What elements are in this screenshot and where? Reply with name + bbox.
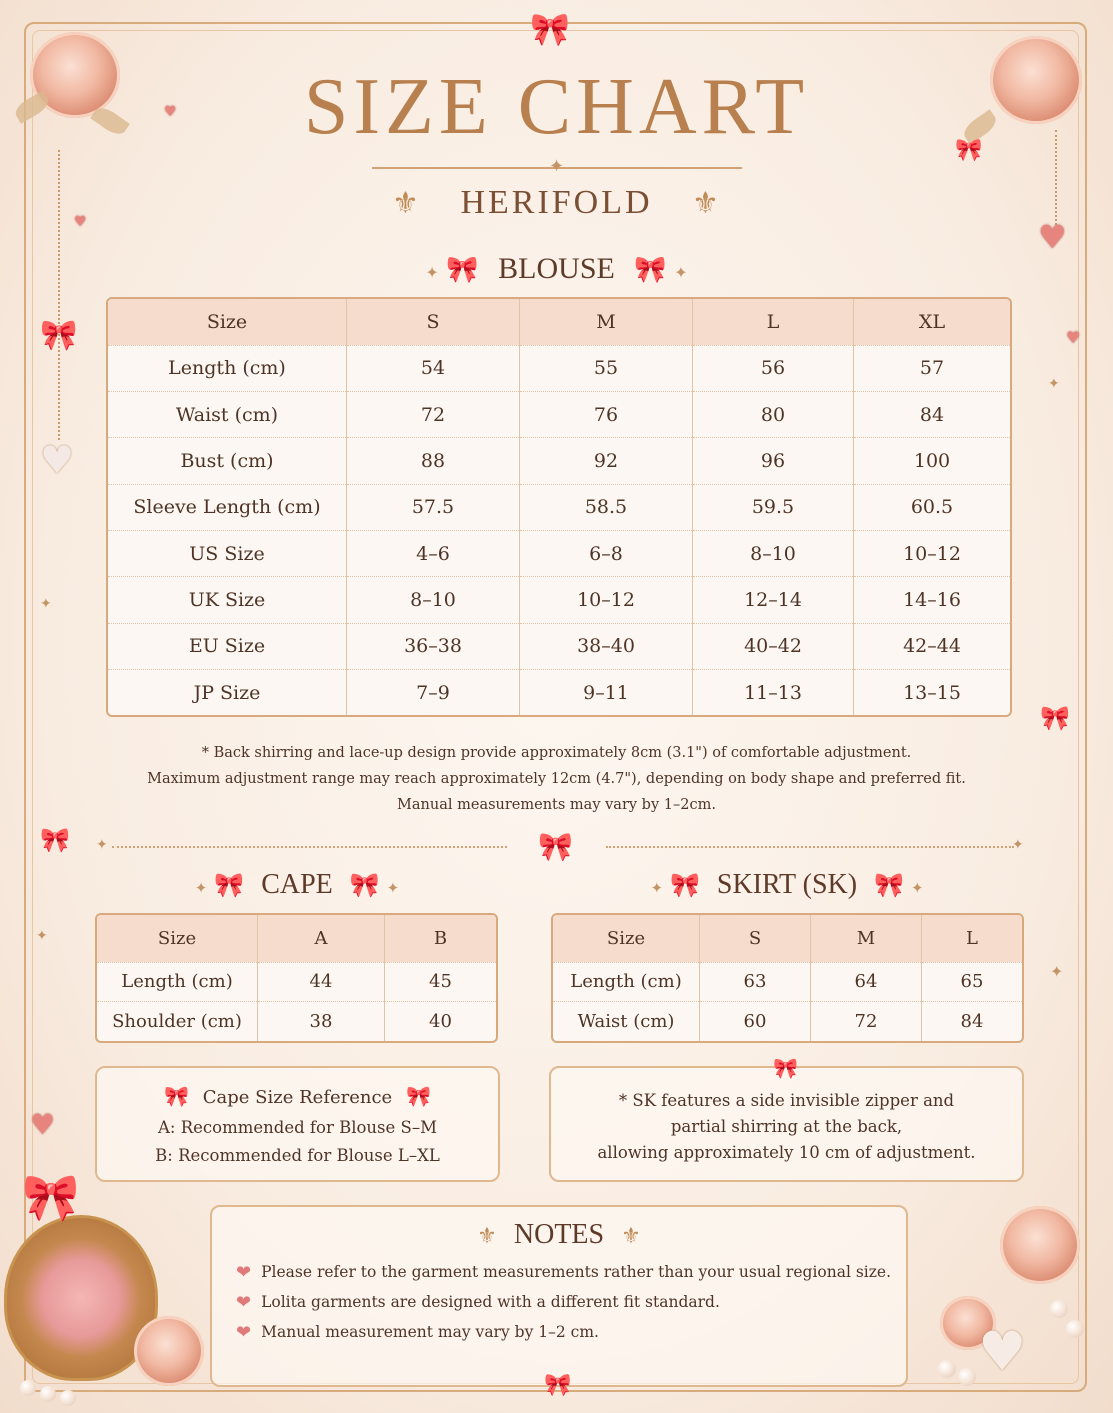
bow-icon: 🎀 xyxy=(40,318,78,353)
row-label: US Size xyxy=(108,530,347,576)
row-label: Length (cm) xyxy=(108,345,347,391)
note-line: Manual measurements may vary by 1–2cm. xyxy=(397,797,716,813)
table-row xyxy=(108,670,1010,715)
table-cell: 84 xyxy=(919,403,945,426)
pearl-decoration xyxy=(958,1368,976,1386)
notes-heading-label: NOTES xyxy=(513,1219,605,1250)
pearl-decoration xyxy=(60,1390,76,1406)
heart-pendant-icon: ♥ xyxy=(1038,218,1067,256)
table-cell: 11–13 xyxy=(693,670,854,715)
table-row xyxy=(97,1002,496,1041)
table-cell: 57 xyxy=(919,357,945,380)
heart-charm-icon: ♥ xyxy=(164,104,177,120)
row-label: Waist (cm) xyxy=(553,1002,700,1041)
row-label: JP Size xyxy=(108,670,347,715)
skirt-note-line: partial shirring at the back, xyxy=(670,1117,903,1136)
table-cell: 40–42 xyxy=(693,623,854,669)
table-cell: 14–16 xyxy=(903,588,961,611)
table-cell: 12–14 xyxy=(693,577,854,623)
sparkle-icon: ✦ xyxy=(674,265,688,282)
bow-icon: 🎀 xyxy=(405,1084,431,1108)
row-label: Length (cm) xyxy=(553,962,700,1002)
pearl-decoration xyxy=(1050,1300,1068,1318)
bow-icon: 🎀 xyxy=(40,826,70,854)
column-header: M xyxy=(520,299,693,345)
sparkle-icon: ✦ xyxy=(96,837,108,853)
table-cell: 8–10 xyxy=(347,577,520,623)
list-item xyxy=(236,1257,906,1287)
table-cell: 96 xyxy=(693,438,854,484)
table-cell: 58.5 xyxy=(520,484,693,530)
section-divider xyxy=(112,846,507,849)
blouse-notes xyxy=(60,740,1053,818)
table-header-row xyxy=(108,299,1010,345)
column-header: B xyxy=(385,915,497,962)
notes-list xyxy=(236,1257,906,1347)
rose-icon xyxy=(1000,1206,1080,1284)
column-header: Size xyxy=(553,915,700,962)
table-cell: 6–8 xyxy=(520,530,693,576)
table-cell: 38–40 xyxy=(520,623,693,669)
note-line: * Back shirring and lace-up design provide approximately 8cm (3.1") of comfortable adjustment. xyxy=(201,745,912,761)
cape-heading-label: CAPE xyxy=(261,869,333,900)
notes-heading xyxy=(212,1219,906,1251)
table-cell: 63 xyxy=(700,962,811,1002)
column-header: S xyxy=(700,915,811,962)
bow-icon: 🎀 xyxy=(634,255,667,284)
sparkle-icon: ✦ xyxy=(650,881,664,897)
pearl-decoration xyxy=(20,1380,36,1396)
sparkle-icon: ✦ xyxy=(386,881,400,897)
table-cell: 65 xyxy=(960,971,984,993)
table-cell: 45 xyxy=(429,971,452,993)
table-header-row xyxy=(97,915,496,962)
column-header: A xyxy=(258,915,385,962)
column-header: Size xyxy=(97,915,258,962)
note-text: Lolita garments are designed with a different fit standard. xyxy=(261,1293,720,1311)
heart-bullet-icon: ❤ xyxy=(236,1261,252,1283)
heart-bullet-icon: ❤ xyxy=(236,1321,252,1343)
bow-icon: 🎀 xyxy=(214,873,245,899)
column-header: L xyxy=(922,915,1023,962)
skirt-note-line: allowing approximately 10 cm of adjustment. xyxy=(597,1143,976,1162)
fleur-de-lis-icon: ⚜ xyxy=(477,1223,497,1248)
table-cell: 88 xyxy=(347,438,520,484)
sparkle-icon: ✦ xyxy=(425,265,439,282)
cape-reference-title-label: Cape Size Reference xyxy=(202,1087,393,1108)
table-cell: 80 xyxy=(693,391,854,437)
note-text: Manual measurement may vary by 1–2 cm. xyxy=(261,1323,599,1341)
table-cell: 60.5 xyxy=(910,496,954,519)
table-row xyxy=(108,623,1010,669)
sparkle-icon: ✦ xyxy=(910,881,924,897)
column-header: M xyxy=(811,915,922,962)
table-row xyxy=(108,484,1010,530)
table-cell: 56 xyxy=(693,345,854,391)
bow-icon: 🎀 xyxy=(446,255,479,284)
sparkle-icon: ✦ xyxy=(1050,962,1064,981)
skirt-note-box xyxy=(549,1056,1024,1182)
column-header: S xyxy=(347,299,520,345)
table-cell: 92 xyxy=(520,438,693,484)
sparkle-icon: ✦ xyxy=(549,156,565,177)
column-header: L xyxy=(693,299,854,345)
table-cell: 57.5 xyxy=(347,484,520,530)
table-cell: 7–9 xyxy=(347,670,520,715)
cape-reference-line: A: Recommended for Blouse S–M xyxy=(158,1118,437,1137)
bow-icon: 🎀 xyxy=(530,10,570,48)
cape-reference-box xyxy=(95,1066,500,1182)
heart-charm-icon: ♥ xyxy=(30,1108,56,1141)
table-cell: 40 xyxy=(429,1011,452,1033)
table-cell: 44 xyxy=(258,962,385,1002)
table-row xyxy=(108,391,1010,437)
heart-pendant-icon: ♥ xyxy=(978,1320,1027,1383)
row-label: Bust (cm) xyxy=(108,438,347,484)
skirt-heading-label: SKIRT (SK) xyxy=(716,869,858,900)
sparkle-icon: ✦ xyxy=(194,881,208,897)
table-cell: 55 xyxy=(520,345,693,391)
table-cell: 10–12 xyxy=(520,577,693,623)
column-header: Size xyxy=(108,299,347,345)
bow-icon: 🎀 xyxy=(349,873,380,899)
row-label: Waist (cm) xyxy=(108,391,347,437)
table-cell: 60 xyxy=(700,1002,811,1041)
table-cell: 10–12 xyxy=(903,542,961,565)
table-header-row xyxy=(553,915,1022,962)
table-cell: 8–10 xyxy=(693,530,854,576)
blouse-heading xyxy=(0,252,1113,286)
bow-icon: 🎀 xyxy=(538,830,573,863)
sparkle-icon: ✦ xyxy=(36,928,48,944)
pearl-decoration xyxy=(40,1386,56,1402)
table-cell: 84 xyxy=(960,1011,984,1033)
section-divider xyxy=(606,846,1014,849)
column-header: XL xyxy=(854,299,1011,345)
row-label: Length (cm) xyxy=(97,962,258,1002)
blouse-heading-label: BLOUSE xyxy=(498,252,615,285)
heart-charm-icon: ♥ xyxy=(1066,328,1081,347)
table-cell: 72 xyxy=(811,1002,922,1041)
heart-bullet-icon: ❤ xyxy=(236,1291,252,1313)
skirt-heading xyxy=(550,869,1024,901)
sparkle-icon: ✦ xyxy=(1048,376,1060,392)
bow-icon: 🎀 xyxy=(544,1373,572,1398)
rose-icon xyxy=(134,1316,204,1386)
sparkle-icon: ✦ xyxy=(40,596,52,612)
note-text: Please refer to the garment measurements rather than your usual regional size. xyxy=(261,1263,892,1281)
table-row xyxy=(97,962,496,1002)
skirt-size-table xyxy=(551,913,1024,1043)
table-cell: 36–38 xyxy=(347,623,520,669)
row-label: Shoulder (cm) xyxy=(97,1002,258,1041)
table-cell: 13–15 xyxy=(903,681,961,704)
notes-box xyxy=(210,1205,908,1398)
table-cell: 54 xyxy=(347,345,520,391)
page-title: SIZE CHART xyxy=(303,63,810,151)
skirt-note-line: * SK features a side invisible zipper and xyxy=(618,1091,955,1110)
table-row xyxy=(108,577,1010,623)
row-label: UK Size xyxy=(108,577,347,623)
cape-reference-line: B: Recommended for Blouse L–XL xyxy=(155,1146,440,1165)
table-row xyxy=(108,345,1010,391)
blouse-size-table xyxy=(106,297,1012,717)
bow-icon: 🎀 xyxy=(773,1056,798,1080)
bow-icon: 🎀 xyxy=(22,1170,80,1224)
cape-reference-content xyxy=(97,1068,498,1170)
fleur-de-lis-icon: ⚜ xyxy=(392,186,419,221)
fleur-de-lis-icon: ⚜ xyxy=(692,186,719,221)
bow-icon: 🎀 xyxy=(1040,704,1070,732)
table-row xyxy=(108,530,1010,576)
pearl-decoration xyxy=(1066,1320,1084,1338)
bow-icon: 🎀 xyxy=(670,873,700,899)
table-cell: 76 xyxy=(520,391,693,437)
bow-icon: 🎀 xyxy=(955,138,983,163)
table-row xyxy=(553,962,1022,1002)
table-row xyxy=(553,1002,1022,1041)
cape-reference-title xyxy=(97,1082,498,1112)
table-row xyxy=(108,438,1010,484)
list-item xyxy=(236,1287,906,1317)
heart-pendant-icon: ♥ xyxy=(40,438,75,482)
bow-icon: 🎀 xyxy=(164,1084,190,1108)
table-cell: 38 xyxy=(258,1002,385,1041)
table-cell: 100 xyxy=(913,449,951,472)
note-line: Maximum adjustment range may reach approximately 12cm (4.7"), depending on body shape and preferred fit. xyxy=(147,771,966,787)
table-cell: 9–11 xyxy=(520,670,693,715)
skirt-note-content xyxy=(551,1068,1022,1166)
table-cell: 59.5 xyxy=(693,484,854,530)
cape-size-table xyxy=(95,913,498,1043)
cape-heading xyxy=(96,869,498,901)
pearl-decoration xyxy=(938,1360,956,1378)
table-cell: 72 xyxy=(347,391,520,437)
table-cell: 4–6 xyxy=(347,530,520,576)
row-label: Sleeve Length (cm) xyxy=(108,484,347,530)
fleur-de-lis-icon: ⚜ xyxy=(621,1223,641,1248)
brand-name: HERIFOLD xyxy=(460,184,653,221)
bow-icon: 🎀 xyxy=(874,873,904,899)
row-label: EU Size xyxy=(108,623,347,669)
sparkle-icon: ✦ xyxy=(1012,837,1024,853)
list-item xyxy=(236,1317,906,1347)
heart-charm-icon: ♥ xyxy=(74,214,87,230)
table-cell: 42–44 xyxy=(903,635,961,658)
table-cell: 64 xyxy=(811,962,922,1002)
